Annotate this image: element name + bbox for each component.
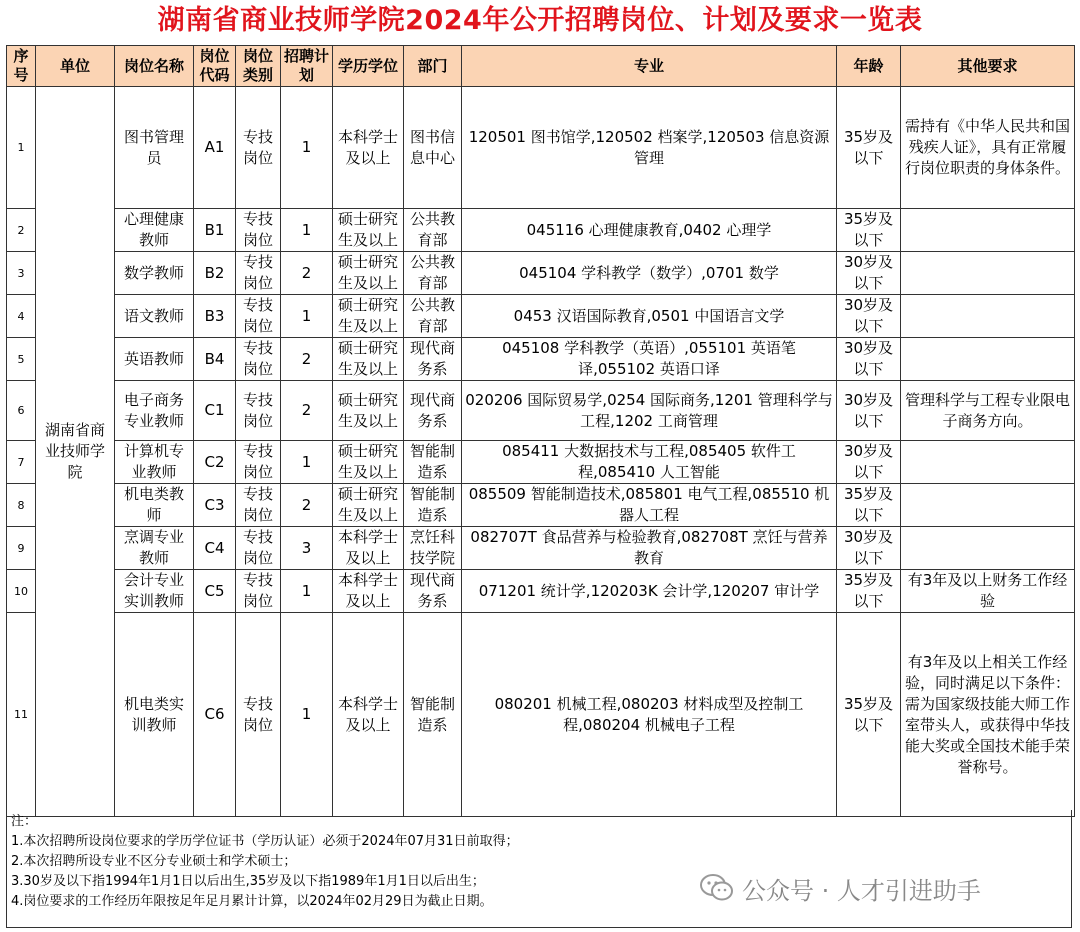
header-plan: 招聘计划 — [281, 46, 333, 87]
cell-education: 本科学士及以上 — [333, 613, 404, 817]
cell-department: 公共教育部 — [404, 252, 462, 295]
cell-seq: 9 — [7, 527, 36, 570]
recruitment-table — [6, 45, 1075, 817]
cell-position-category: 专技岗位 — [236, 570, 281, 613]
cell-major: 0453 汉语国际教育,0501 中国语言文学 — [462, 295, 837, 338]
cell-position-name: 烹调专业教师 — [115, 527, 194, 570]
header-name: 岗位名称 — [115, 46, 194, 87]
cell-seq: 1 — [7, 87, 36, 209]
table-row — [7, 381, 1075, 441]
cell-position-category: 专技岗位 — [236, 484, 281, 527]
cell-position-category: 专技岗位 — [236, 338, 281, 381]
cell-age: 30岁及以下 — [837, 527, 901, 570]
cell-age: 30岁及以下 — [837, 252, 901, 295]
cell-other-requirements — [901, 338, 1075, 381]
cell-department: 现代商务系 — [404, 338, 462, 381]
note-item: 2.本次招聘所设专业不区分专业硕士和学术硕士； — [11, 854, 297, 869]
cell-seq: 5 — [7, 338, 36, 381]
table-row — [7, 441, 1075, 484]
cell-age: 35岁及以下 — [837, 209, 901, 252]
cell-department: 现代商务系 — [404, 570, 462, 613]
header-category: 岗位类别 — [236, 46, 281, 87]
cell-plan: 2 — [281, 338, 333, 381]
table-row — [7, 295, 1075, 338]
cell-position-name: 语文教师 — [115, 295, 194, 338]
cell-seq: 6 — [7, 381, 36, 441]
cell-seq: 11 — [7, 613, 36, 817]
cell-department: 智能制造系 — [404, 613, 462, 817]
table-row — [7, 613, 1075, 817]
cell-seq: 3 — [7, 252, 36, 295]
page-title: 湖南省商业技师学院2024年公开招聘岗位、计划及要求一览表 — [157, 5, 923, 36]
header-unit: 单位 — [36, 46, 115, 87]
cell-education: 硕士研究生及以上 — [333, 484, 404, 527]
cell-seq: 8 — [7, 484, 36, 527]
cell-education: 硕士研究生及以上 — [333, 441, 404, 484]
table-header-row — [7, 46, 1075, 87]
note-item: 4.岗位要求的工作经历年限按足年足月累计计算，以2024年02月29日为截止日期。 — [11, 894, 493, 909]
notes-section — [6, 810, 1072, 928]
cell-major: 085509 智能制造技术,085801 电气工程,085510 机器人工程 — [462, 484, 837, 527]
cell-position-category: 专技岗位 — [236, 527, 281, 570]
cell-education: 硕士研究生及以上 — [333, 252, 404, 295]
cell-plan: 1 — [281, 87, 333, 209]
cell-position-code: C1 — [194, 381, 236, 441]
cell-education: 硕士研究生及以上 — [333, 295, 404, 338]
cell-other-requirements — [901, 527, 1075, 570]
cell-major: 082707T 食品营养与检验教育,082708T 烹饪与营养教育 — [462, 527, 837, 570]
cell-position-code: C4 — [194, 527, 236, 570]
cell-education: 硕士研究生及以上 — [333, 338, 404, 381]
cell-position-code: C6 — [194, 613, 236, 817]
cell-department: 图书信息中心 — [404, 87, 462, 209]
cell-position-category: 专技岗位 — [236, 381, 281, 441]
cell-position-name: 机电类教师 — [115, 484, 194, 527]
cell-age: 30岁及以下 — [837, 295, 901, 338]
cell-major: 071201 统计学,120203K 会计学,120207 审计学 — [462, 570, 837, 613]
cell-age: 35岁及以下 — [837, 87, 901, 209]
cell-education: 本科学士及以上 — [333, 570, 404, 613]
cell-position-code: B4 — [194, 338, 236, 381]
table-row — [7, 570, 1075, 613]
header-seq: 序号 — [7, 46, 36, 87]
cell-education: 硕士研究生及以上 — [333, 209, 404, 252]
cell-department: 公共教育部 — [404, 295, 462, 338]
cell-position-name: 图书管理员 — [115, 87, 194, 209]
cell-position-name: 会计专业实训教师 — [115, 570, 194, 613]
cell-unit: 湖南省商业技师学院 — [36, 87, 115, 817]
cell-plan: 1 — [281, 570, 333, 613]
cell-education: 硕士研究生及以上 — [333, 381, 404, 441]
cell-age: 35岁及以下 — [837, 570, 901, 613]
cell-seq: 4 — [7, 295, 36, 338]
header-other: 其他要求 — [901, 46, 1075, 87]
cell-position-code: B3 — [194, 295, 236, 338]
cell-other-requirements — [901, 209, 1075, 252]
cell-age: 35岁及以下 — [837, 484, 901, 527]
cell-major: 080201 机械工程,080203 材料成型及控制工程,080204 机械电子工程 — [462, 613, 837, 817]
cell-plan: 2 — [281, 381, 333, 441]
cell-position-code: C5 — [194, 570, 236, 613]
watermark — [700, 870, 981, 906]
cell-department: 公共教育部 — [404, 209, 462, 252]
header-code: 岗位代码 — [194, 46, 236, 87]
cell-position-category: 专技岗位 — [236, 613, 281, 817]
cell-position-name: 机电类实训教师 — [115, 613, 194, 817]
cell-major: 020206 国际贸易学,0254 国际商务,1201 管理科学与工程,1202 工商管理 — [462, 381, 837, 441]
cell-plan: 1 — [281, 295, 333, 338]
cell-department: 现代商务系 — [404, 381, 462, 441]
cell-other-requirements: 有3年及以上相关工作经验，同时满足以下条件：需为国家级技能大师工作室带头人，或获得中华技能大奖或全国技术能手荣誉称号。 — [901, 613, 1075, 817]
table-row — [7, 338, 1075, 381]
cell-department: 智能制造系 — [404, 441, 462, 484]
cell-position-name: 电子商务专业教师 — [115, 381, 194, 441]
table-row — [7, 484, 1075, 527]
cell-age: 30岁及以下 — [837, 381, 901, 441]
cell-other-requirements — [901, 295, 1075, 338]
cell-plan: 1 — [281, 613, 333, 817]
cell-plan: 2 — [281, 252, 333, 295]
cell-position-code: B1 — [194, 209, 236, 252]
cell-other-requirements — [901, 441, 1075, 484]
table-row — [7, 252, 1075, 295]
cell-age: 35岁及以下 — [837, 613, 901, 817]
cell-plan: 1 — [281, 441, 333, 484]
header-age: 年龄 — [837, 46, 901, 87]
cell-plan: 2 — [281, 484, 333, 527]
cell-position-name: 英语教师 — [115, 338, 194, 381]
table-row — [7, 209, 1075, 252]
cell-department: 智能制造系 — [404, 484, 462, 527]
cell-position-category: 专技岗位 — [236, 295, 281, 338]
cell-position-category: 专技岗位 — [236, 87, 281, 209]
cell-seq: 10 — [7, 570, 36, 613]
cell-department: 烹饪科技学院 — [404, 527, 462, 570]
cell-position-code: B2 — [194, 252, 236, 295]
table-row — [7, 527, 1075, 570]
cell-position-code: C3 — [194, 484, 236, 527]
header-dept: 部门 — [404, 46, 462, 87]
cell-other-requirements: 管理科学与工程专业限电子商务方向。 — [901, 381, 1075, 441]
cell-age: 30岁及以下 — [837, 338, 901, 381]
cell-other-requirements — [901, 484, 1075, 527]
cell-position-name: 计算机专业教师 — [115, 441, 194, 484]
notes-heading: 注： — [11, 814, 38, 829]
cell-seq: 7 — [7, 441, 36, 484]
cell-seq: 2 — [7, 209, 36, 252]
cell-education: 本科学士及以上 — [333, 87, 404, 209]
cell-major: 045104 学科教学（数学）,0701 数学 — [462, 252, 837, 295]
table-row — [7, 87, 1075, 209]
cell-position-name: 心理健康教师 — [115, 209, 194, 252]
cell-major: 085411 大数据技术与工程,085405 软件工程,085410 人工智能 — [462, 441, 837, 484]
watermark-text: 公众号 · 人才引进助手 — [742, 876, 981, 905]
cell-major: 120501 图书馆学,120502 档案学,120503 信息资源管理 — [462, 87, 837, 209]
header-edu: 学历学位 — [333, 46, 404, 87]
cell-plan: 1 — [281, 209, 333, 252]
wechat-icon — [700, 873, 734, 903]
cell-position-name: 数学教师 — [115, 252, 194, 295]
cell-plan: 3 — [281, 527, 333, 570]
header-major: 专业 — [462, 46, 837, 87]
cell-other-requirements: 需持有《中华人民共和国残疾人证》，具有正常履行岗位职责的身体条件。 — [901, 87, 1075, 209]
note-item: 3.30岁及以下指1994年1月1日以后出生,35岁及以下指1989年1月1日以后出生； — [11, 874, 485, 889]
cell-position-code: C2 — [194, 441, 236, 484]
cell-education: 本科学士及以上 — [333, 527, 404, 570]
cell-age: 30岁及以下 — [837, 441, 901, 484]
cell-other-requirements: 有3年及以上财务工作经验 — [901, 570, 1075, 613]
cell-other-requirements — [901, 252, 1075, 295]
cell-position-category: 专技岗位 — [236, 209, 281, 252]
cell-position-category: 专技岗位 — [236, 252, 281, 295]
cell-major: 045116 心理健康教育,0402 心理学 — [462, 209, 837, 252]
cell-position-code: A1 — [194, 87, 236, 209]
note-item: 1.本次招聘所设岗位要求的学历学位证书（学历认证）必须于2024年07月31日前取得； — [11, 834, 519, 849]
cell-position-category: 专技岗位 — [236, 441, 281, 484]
cell-major: 045108 学科教学（英语）,055101 英语笔译,055102 英语口译 — [462, 338, 837, 381]
